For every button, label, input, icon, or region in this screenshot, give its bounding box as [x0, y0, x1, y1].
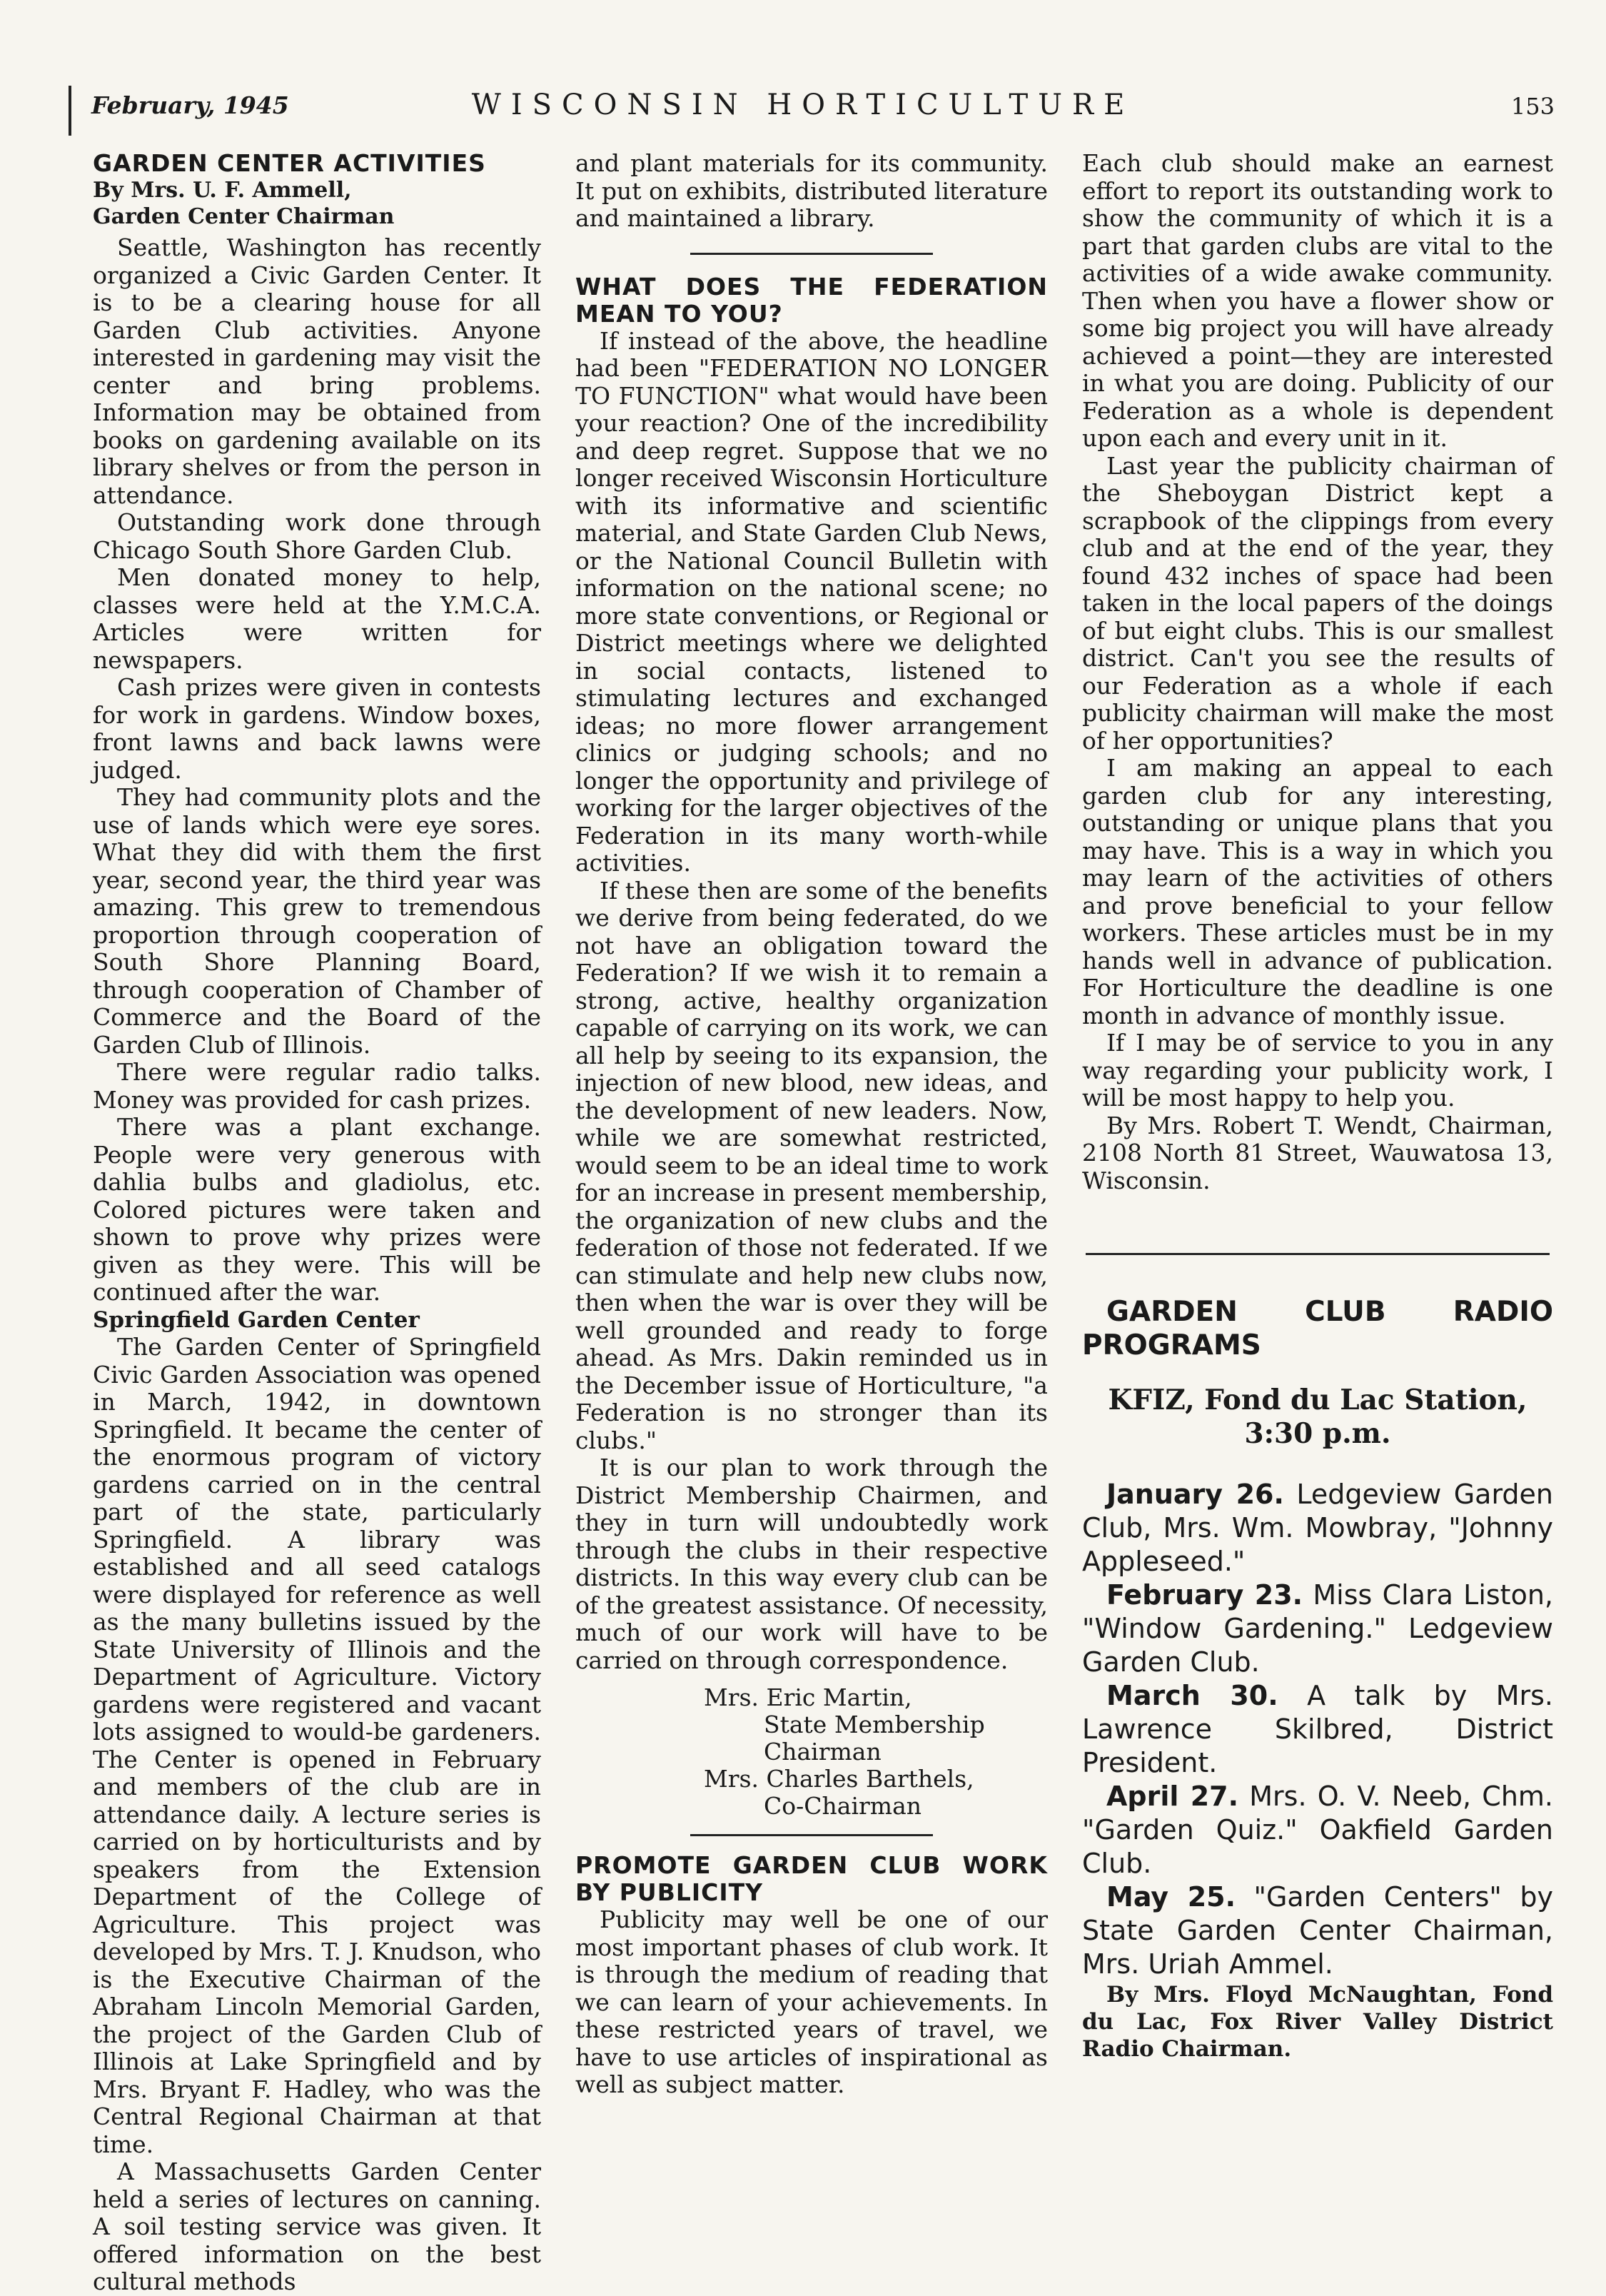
- paragraph: Last year the publicity chairman of the Sheboygan District kept a scrapbook of the clippings from every club and at the end of the year, they found 432 inches of space had been taken in the local papers of the doings of but eight clubs. This is our smallest district. Can't you see the results of our Federation as a whole if each publicity chairman will make the most of her opportunities?: [1082, 451, 1553, 755]
- program-text: Mrs. O. V. Neeb, Chm. "Garden Quiz." Oakfield Garden Club.: [1082, 1781, 1553, 1879]
- paragraph: If I may be of service to you in any way regarding your publicity work, I will be most happy to help you.: [1082, 1029, 1553, 1112]
- program-date: April 27.: [1106, 1781, 1239, 1812]
- program-text: Miss Clara Liston, "Window Gardening." Ledgeview Garden Club.: [1082, 1579, 1553, 1678]
- program-date: May 25.: [1106, 1881, 1236, 1913]
- column-2: [575, 150, 1048, 2099]
- program-date: March 30.: [1106, 1680, 1278, 1711]
- paragraph: Cash prizes were given in contests for work in gardens. Window boxes, front lawns and back lawns were judged.: [93, 673, 541, 784]
- article-title-publicity: PROMOTE GARDEN CLUB WORK BY PUBLICITY: [575, 1851, 1048, 1906]
- paragraph: It is our plan to work through the District Membership Chairmen, and they in turn will undoubtedly work through the clubs in their respective districts. In this way every club can be of the greatest assistance. Of necessity, much of our work will have to be carried on through correspondence.: [575, 1454, 1048, 1674]
- paragraph: If these then are some of the benefits we derive from being federated, do we not have an obligation toward the Federation? If we wish it to remain a strong, active, healthy organization capable of carrying on its work, we can all help by seeing to its expansion, the injection of new blood, new ideas, and the development of new leaders. Now, while we are somewhat restricted, would seem to be an ideal time to work for an increase in present membership, the organization of new clubs and the federation of those not federated. If we can stimulate and help new clubs now, then when the war is over they will be well grounded and ready to forge ahead. As Mrs. Dakin reminded us in the December issue of Horticulture, "a Federation is no stronger than its clubs.": [575, 876, 1048, 1454]
- paragraph: They had community plots and the use of lands which were eye sores. What they did with them the first year, second year, the third year was amazing. This grew to tremendous proportion through cooperation of South Shore Planning Board, through cooperation of Chamber of Commerce and the Board of the Garden Club of Illinois.: [93, 783, 541, 1059]
- radio-station: [1082, 1384, 1553, 1451]
- paragraph: If instead of the above, the headline had been "FEDERATION NO LONGER TO FUNCTION" what would have been your reaction? One of the incredibility and deep regret. Suppose that we no longer received Wisconsin Horticulture with its informative and scientific material, and State Garden Club News, or the National Council Bulletin with information on the national scene; no more state conventions, or Regional or District meetings where we delighted in social contacts, listened to stimulating lectures and exchanged ideas; no more flower arrangement clinics or judging schools; and no longer the opportunity and privilege of working for the larger objectives of the Federation in its many worth-while activities.: [575, 326, 1048, 877]
- article-title-garden-center: GARDEN CENTER ACTIVITIES: [93, 149, 486, 177]
- subheading-springfield: Springfield Garden Center: [93, 1306, 420, 1333]
- paragraph: There were regular radio talks. Money was provided for cash prizes.: [93, 1058, 541, 1114]
- paragraph: Men donated money to help, classes were held at the Y.M.C.A. Articles were written for newspapers.: [93, 563, 541, 674]
- program-entry: [1082, 1880, 1553, 1981]
- section-divider: [690, 253, 933, 255]
- signature-line: Chairman: [764, 1738, 882, 1766]
- radio-programs-title: GARDEN CLUB RADIO PROGRAMS: [1082, 1296, 1553, 1361]
- paragraph: I am making an appeal to each garden club for any interesting, outstanding or unique plans that you may have. This is a way in which you may learn of the activities of others and prove beneficial to your fellow workers. These articles must be in my hands well in advance of publication. For Horticulture the deadline is one month in advance of monthly issue.: [1082, 754, 1553, 1029]
- station-name: KFIZ, Fond du Lac Station,: [1108, 1384, 1527, 1416]
- signature-block: [704, 1684, 1048, 1820]
- page-number: 153: [1510, 93, 1555, 120]
- column-3: [1082, 150, 1553, 2063]
- program-text: A talk by Mrs. Lawrence Skilbred, District President.: [1082, 1680, 1553, 1778]
- byline-role: Garden Center Chairman: [93, 204, 395, 229]
- paragraph: A Massachusetts Garden Center held a series of lectures on canning. A soil testing service was given. It offered information on the best cultural methods: [93, 2157, 541, 2295]
- issue-date: February, 1945: [91, 91, 289, 119]
- paragraph: Outstanding work done through Chicago South Shore Garden Club.: [93, 508, 541, 564]
- publication-title: WISCONSIN HORTICULTURE: [471, 89, 1135, 121]
- program-entry: [1082, 1578, 1553, 1679]
- signature-line: State Membership: [764, 1711, 985, 1738]
- column-1: [93, 150, 541, 2296]
- program-entry: [1082, 1478, 1553, 1578]
- program-entry: [1082, 1780, 1553, 1880]
- program-date: January 26.: [1106, 1479, 1284, 1510]
- section-divider: [690, 1834, 933, 1836]
- paragraph-continued: and plant materials for its community. It put on exhibits, distributed literature and maintained a library.: [575, 149, 1048, 232]
- paragraph: Publicity may well be one of our most important phases of club work. It is through the medium of reading that we can learn of your achievements. In these restricted years of travel, we have to use articles of inspirational as well as subject matter.: [575, 1905, 1048, 2098]
- program-date: February 23.: [1106, 1579, 1303, 1611]
- radio-credit: By Mrs. Floyd McNaughtan, Fond du Lac, Fox River Valley District Radio Chairman.: [1082, 1982, 1553, 2062]
- paragraph: By Mrs. Robert T. Wendt, Chairman, 2108 North 81 Street, Wauwatosa 13, Wisconsin.: [1082, 1111, 1553, 1194]
- article-title-federation: WHAT DOES THE FEDERATION MEAN TO YOU?: [575, 272, 1048, 328]
- paragraph: Seattle, Washington has recently organized a Civic Garden Center. It is to be a clearing house for all Garden Club activities. Anyone interested in gardening may visit the center and bring problems. Information may be obtained from books on gardening available on its library shelves or from the person in attendance.: [93, 233, 541, 509]
- section-divider: [1086, 1253, 1550, 1255]
- byline-author: By Mrs. U. F. Ammell,: [93, 178, 352, 203]
- program-text: "Garden Centers" by State Garden Center Chairman, Mrs. Uriah Ammel.: [1082, 1881, 1553, 1980]
- program-text: Ledgeview Garden Club, Mrs. Wm. Mowbray, "Johnny Appleseed.": [1082, 1479, 1554, 1577]
- paragraph: There was a plant exchange. People were very generous with dahlia bulbs and gladiolus, etc. Colored pictures were taken and shown to prove why prizes were given as they were. This will be continued after the war.: [93, 1113, 541, 1306]
- signature-line: Mrs. Charles Barthels,: [704, 1765, 974, 1793]
- paragraph: Each club should make an earnest effort to report its outstanding work to show the community of which it is a part that garden clubs are vital to the activities of a wide awake community. Then when you have a flower show or some big project you will have already achieved a point—they are interested in what you are doing. Publicity of our Federation as a whole is dependent upon each and every unit in it.: [1082, 149, 1553, 452]
- signature-line: Co-Chairman: [764, 1792, 921, 1820]
- paragraph: The Garden Center of Springfield Civic Garden Association was opened in March, 1942, in downtown Springfield. It became the center of the enormous program of victory gardens carried on in the central part of the state, particularly Springfield. A library was established and all seed catalogs were displayed for reference as well as the many bulletins issued by the State University of Illinois and the Department of Agriculture. Victory gardens were registered and vacant lots assigned to would-be gardeners. The Center is opened in February and members of the club are in attendance daily. A lecture series is carried on by horticulturists and by speakers from the Extension Department of the College of Agriculture. This project was developed by Mrs. T. J. Knudson, who is the Executive Chairman of the Abraham Lincoln Memorial Garden, the project of the Garden Club of Illinois at Lake Springfield and by Mrs. Bryant F. Hadley, who was the Central Regional Chairman at that time.: [93, 1333, 541, 2158]
- broadcast-time: 3:30 p.m.: [1244, 1417, 1391, 1450]
- signature-line: Mrs. Eric Martin,: [704, 1683, 912, 1711]
- program-entry: [1082, 1679, 1553, 1780]
